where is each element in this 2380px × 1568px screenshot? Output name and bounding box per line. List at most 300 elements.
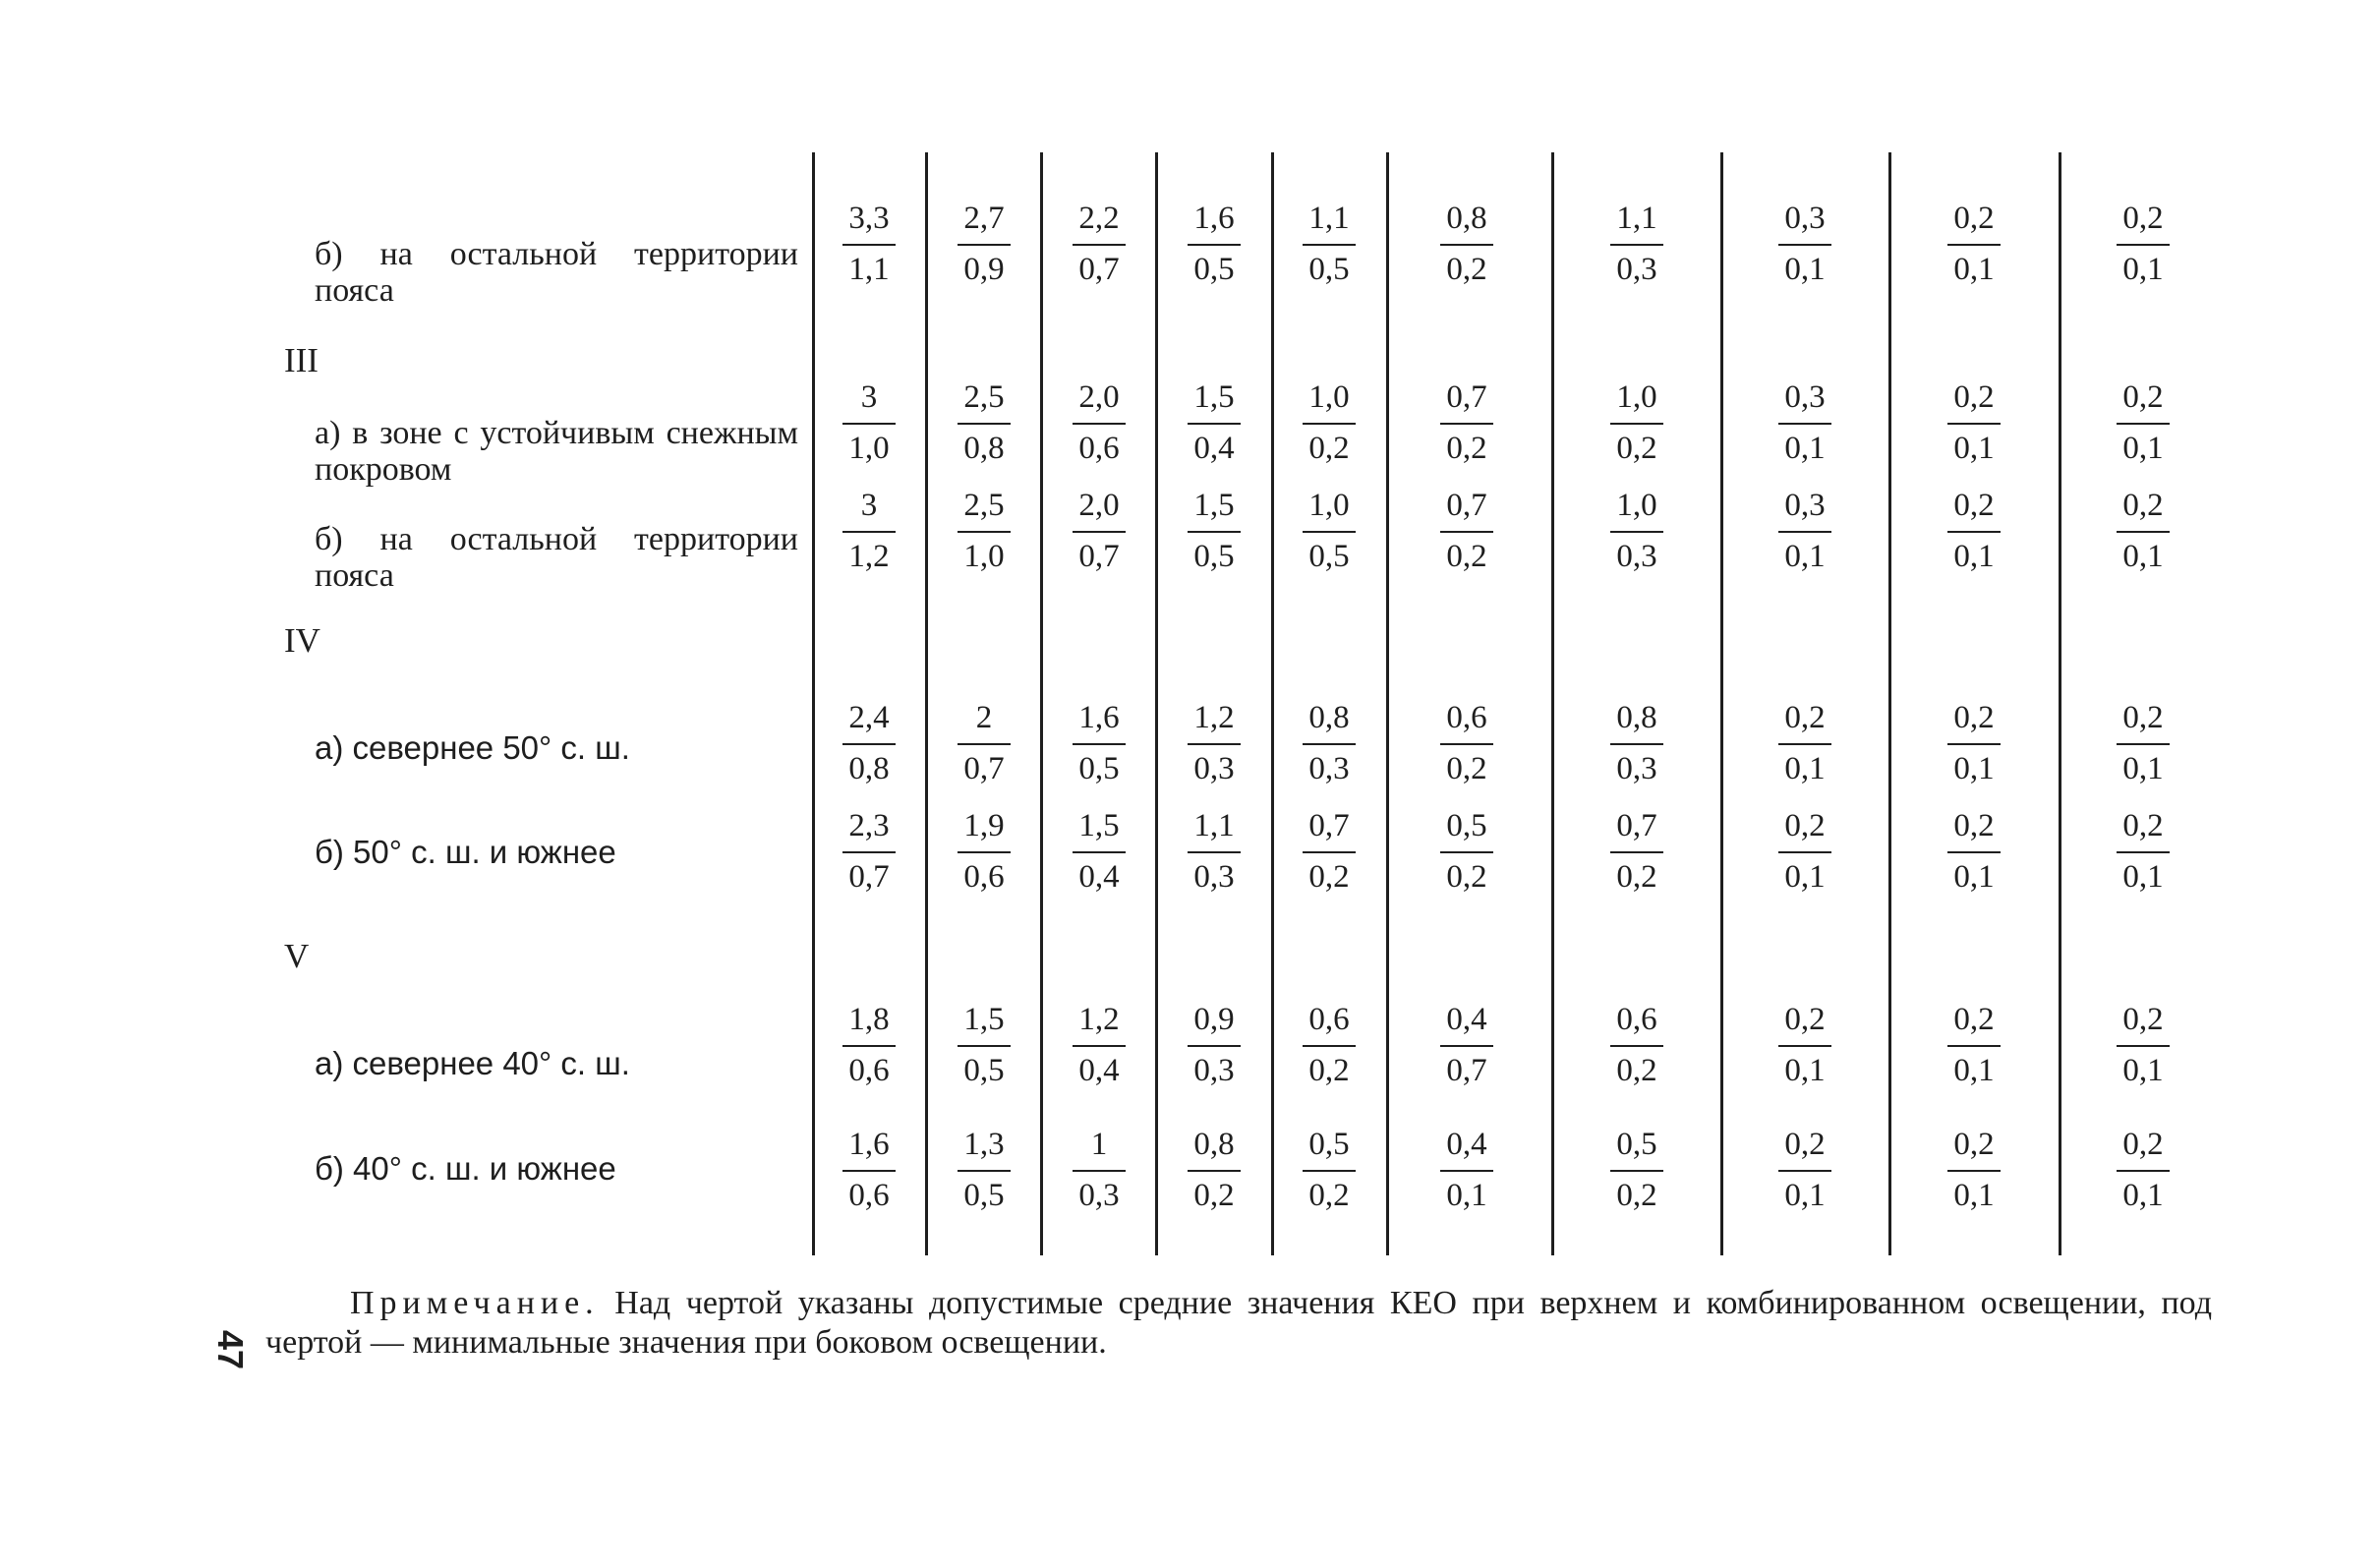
keo-minimum-value: 0,1 bbox=[2122, 859, 2164, 895]
fraction-bar bbox=[1303, 1170, 1356, 1172]
keo-minimum-value: 0,5 bbox=[1193, 539, 1235, 574]
keo-value-fraction bbox=[831, 200, 907, 288]
keo-average-value: 0,2 bbox=[2122, 1127, 2164, 1162]
keo-value-fraction bbox=[1936, 378, 2012, 467]
fraction-bar bbox=[1610, 1170, 1663, 1172]
fraction-bar bbox=[1303, 531, 1356, 533]
keo-minimum-value: 0,1 bbox=[1784, 252, 1826, 287]
fraction-bar bbox=[1778, 531, 1831, 533]
keo-value-fraction bbox=[2105, 699, 2181, 787]
keo-average-value: 1,8 bbox=[848, 1002, 890, 1037]
keo-minimum-value: 0,3 bbox=[1616, 252, 1657, 287]
keo-minimum-value: 0,1 bbox=[1784, 751, 1826, 786]
fraction-bar bbox=[2117, 851, 2170, 853]
keo-average-value: 0,2 bbox=[2122, 201, 2164, 236]
keo-minimum-value: 0,5 bbox=[1308, 539, 1350, 574]
fraction-bar bbox=[2117, 743, 2170, 745]
keo-value-fraction bbox=[2105, 487, 2181, 575]
keo-average-value: 0,2 bbox=[1953, 1127, 1995, 1162]
keo-minimum-value: 0,3 bbox=[1193, 859, 1235, 895]
keo-average-value: 1,1 bbox=[1193, 808, 1235, 843]
keo-value-fraction bbox=[946, 487, 1022, 575]
keo-average-value: 3 bbox=[860, 488, 878, 523]
fraction-bar bbox=[1947, 423, 2001, 425]
keo-minimum-value: 0,2 bbox=[1308, 1053, 1350, 1088]
fraction-bar bbox=[1073, 244, 1126, 246]
keo-average-value: 0,5 bbox=[1308, 1127, 1350, 1162]
row-label: а) в зоне с устойчивым снежным покровом bbox=[315, 415, 798, 488]
keo-minimum-value: 1,1 bbox=[848, 252, 890, 287]
keo-value-fraction bbox=[1291, 200, 1367, 288]
fraction-bar bbox=[1440, 851, 1493, 853]
keo-average-value: 0,7 bbox=[1616, 808, 1657, 843]
table-column-rule bbox=[1888, 152, 1891, 1255]
fraction-bar bbox=[1778, 1045, 1831, 1047]
fraction-bar bbox=[1778, 1170, 1831, 1172]
keo-average-value: 0,7 bbox=[1308, 808, 1350, 843]
keo-average-value: 1,0 bbox=[1308, 488, 1350, 523]
keo-average-value: 0,8 bbox=[1308, 700, 1350, 735]
fraction-bar bbox=[1778, 423, 1831, 425]
keo-minimum-value: 0,2 bbox=[1446, 859, 1487, 895]
keo-average-value: 0,8 bbox=[1616, 700, 1657, 735]
keo-average-value: 3 bbox=[860, 379, 878, 415]
fraction-bar bbox=[1073, 743, 1126, 745]
keo-value-fraction bbox=[831, 487, 907, 575]
fraction-bar bbox=[842, 743, 896, 745]
fraction-bar bbox=[1440, 1170, 1493, 1172]
note-paragraph bbox=[265, 1284, 2212, 1363]
fraction-bar bbox=[1947, 1045, 2001, 1047]
keo-value-fraction bbox=[1176, 699, 1252, 787]
keo-value-fraction bbox=[1176, 378, 1252, 467]
keo-average-value: 2,0 bbox=[1078, 488, 1120, 523]
fraction-bar bbox=[1188, 743, 1241, 745]
keo-average-value: 1,2 bbox=[1193, 700, 1235, 735]
zone-heading: III bbox=[284, 341, 319, 379]
keo-value-fraction bbox=[1428, 200, 1505, 288]
fraction-bar bbox=[1947, 743, 2001, 745]
keo-minimum-value: 0,1 bbox=[1784, 539, 1826, 574]
keo-minimum-value: 0,3 bbox=[1193, 1053, 1235, 1088]
keo-average-value: 2,0 bbox=[1078, 379, 1120, 415]
keo-average-value: 0,2 bbox=[1784, 1127, 1826, 1162]
keo-average-value: 0,2 bbox=[1953, 808, 1995, 843]
keo-minimum-value: 0,1 bbox=[1784, 1178, 1826, 1213]
keo-average-value: 1,6 bbox=[848, 1127, 890, 1162]
keo-minimum-value: 0,2 bbox=[1193, 1178, 1235, 1213]
keo-value-fraction bbox=[831, 378, 907, 467]
keo-average-value: 0,2 bbox=[1953, 488, 1995, 523]
keo-average-value: 1,1 bbox=[1308, 201, 1350, 236]
fraction-bar bbox=[1947, 244, 2001, 246]
fraction-bar bbox=[842, 1170, 896, 1172]
fraction-bar bbox=[2117, 1170, 2170, 1172]
fraction-bar bbox=[1947, 1170, 2001, 1172]
keo-value-fraction bbox=[1061, 699, 1137, 787]
fraction-bar bbox=[1073, 1045, 1126, 1047]
fraction-bar bbox=[958, 851, 1011, 853]
keo-value-fraction bbox=[831, 807, 907, 896]
keo-minimum-value: 0,2 bbox=[1616, 1053, 1657, 1088]
keo-value-fraction bbox=[1767, 699, 1843, 787]
fraction-bar bbox=[842, 1045, 896, 1047]
keo-minimum-value: 0,4 bbox=[1078, 1053, 1120, 1088]
keo-value-fraction bbox=[1598, 1001, 1675, 1089]
keo-minimum-value: 0,7 bbox=[848, 859, 890, 895]
fraction-bar bbox=[1303, 244, 1356, 246]
keo-average-value: 2,7 bbox=[963, 201, 1005, 236]
keo-average-value: 0,8 bbox=[1193, 1127, 1235, 1162]
fraction-bar bbox=[958, 244, 1011, 246]
keo-value-fraction bbox=[1767, 1001, 1843, 1089]
keo-minimum-value: 0,2 bbox=[1616, 859, 1657, 895]
table-column-rule bbox=[1386, 152, 1389, 1255]
keo-minimum-value: 0,1 bbox=[1784, 859, 1826, 895]
fraction-bar bbox=[1440, 244, 1493, 246]
keo-minimum-value: 0,1 bbox=[2122, 431, 2164, 466]
keo-value-fraction bbox=[946, 807, 1022, 896]
keo-value-fraction bbox=[1176, 1001, 1252, 1089]
keo-value-fraction bbox=[1428, 807, 1505, 896]
keo-minimum-value: 0,3 bbox=[1616, 539, 1657, 574]
keo-value-fraction bbox=[1428, 1126, 1505, 1214]
keo-average-value: 0,3 bbox=[1784, 379, 1826, 415]
keo-average-value: 1,3 bbox=[963, 1127, 1005, 1162]
fraction-bar bbox=[1303, 423, 1356, 425]
fraction-bar bbox=[1073, 851, 1126, 853]
keo-minimum-value: 0,2 bbox=[1446, 539, 1487, 574]
keo-minimum-value: 0,2 bbox=[1616, 1178, 1657, 1213]
keo-minimum-value: 0,7 bbox=[1078, 252, 1120, 287]
keo-value-fraction bbox=[1061, 1126, 1137, 1214]
keo-average-value: 1,5 bbox=[1078, 808, 1120, 843]
keo-average-value: 0,2 bbox=[2122, 1002, 2164, 1037]
keo-minimum-value: 0,1 bbox=[2122, 252, 2164, 287]
keo-minimum-value: 0,1 bbox=[1953, 751, 1995, 786]
keo-value-fraction bbox=[1428, 487, 1505, 575]
keo-average-value: 2,2 bbox=[1078, 201, 1120, 236]
keo-average-value: 2,5 bbox=[963, 488, 1005, 523]
keo-value-fraction bbox=[1767, 807, 1843, 896]
fraction-bar bbox=[958, 531, 1011, 533]
keo-value-fraction bbox=[1598, 487, 1675, 575]
fraction-bar bbox=[958, 423, 1011, 425]
fraction-bar bbox=[1778, 743, 1831, 745]
keo-value-fraction bbox=[1598, 378, 1675, 467]
fraction-bar bbox=[1073, 1170, 1126, 1172]
keo-minimum-value: 0,1 bbox=[1953, 1053, 1995, 1088]
keo-value-fraction bbox=[2105, 378, 2181, 467]
keo-average-value: 0,2 bbox=[2122, 808, 2164, 843]
keo-value-fraction bbox=[946, 699, 1022, 787]
keo-value-fraction bbox=[1936, 699, 2012, 787]
fraction-bar bbox=[1610, 531, 1663, 533]
fraction-bar bbox=[1778, 244, 1831, 246]
keo-value-fraction bbox=[1176, 1126, 1252, 1214]
keo-value-fraction bbox=[2105, 200, 2181, 288]
keo-average-value: 1,0 bbox=[1308, 379, 1350, 415]
keo-average-value: 1,0 bbox=[1616, 379, 1657, 415]
keo-average-value: 1,9 bbox=[963, 808, 1005, 843]
fraction-bar bbox=[1610, 244, 1663, 246]
keo-value-fraction bbox=[831, 1126, 907, 1214]
table-column-rule bbox=[1040, 152, 1043, 1255]
fraction-bar bbox=[1440, 743, 1493, 745]
keo-value-fraction bbox=[2105, 1001, 2181, 1089]
keo-average-value: 0,4 bbox=[1446, 1127, 1487, 1162]
keo-minimum-value: 0,8 bbox=[963, 431, 1005, 466]
keo-minimum-value: 0,1 bbox=[2122, 1053, 2164, 1088]
keo-value-fraction bbox=[831, 699, 907, 787]
fraction-bar bbox=[1947, 851, 2001, 853]
keo-minimum-value: 0,3 bbox=[1078, 1178, 1120, 1213]
fraction-bar bbox=[842, 531, 896, 533]
table-column-rule bbox=[1720, 152, 1723, 1255]
keo-average-value: 1,0 bbox=[1616, 488, 1657, 523]
keo-value-fraction bbox=[1598, 807, 1675, 896]
note-text: Над чертой указаны допустимые средние значения КЕО при верхнем и комбинированном освещении, под чертой — минимальные значения при боковом освещении. bbox=[265, 1285, 2213, 1361]
zone-heading: V bbox=[284, 937, 310, 975]
keo-average-value: 0,2 bbox=[2122, 488, 2164, 523]
keo-value-fraction bbox=[1428, 378, 1505, 467]
fraction-bar bbox=[1440, 1045, 1493, 1047]
fraction-bar bbox=[1073, 531, 1126, 533]
fraction-bar bbox=[1610, 851, 1663, 853]
keo-value-fraction bbox=[2105, 1126, 2181, 1214]
keo-average-value: 1,5 bbox=[963, 1002, 1005, 1037]
keo-minimum-value: 0,5 bbox=[963, 1053, 1005, 1088]
keo-value-fraction bbox=[1061, 378, 1137, 467]
keo-average-value: 0,9 bbox=[1193, 1002, 1235, 1037]
zone-heading: IV bbox=[284, 621, 320, 660]
keo-minimum-value: 0,5 bbox=[1308, 252, 1350, 287]
keo-minimum-value: 0,1 bbox=[2122, 539, 2164, 574]
table-column-rule bbox=[1271, 152, 1274, 1255]
keo-average-value: 1,5 bbox=[1193, 488, 1235, 523]
keo-average-value: 1 bbox=[1090, 1127, 1108, 1162]
fraction-bar bbox=[1610, 743, 1663, 745]
keo-minimum-value: 0,1 bbox=[1446, 1178, 1487, 1213]
keo-minimum-value: 0,1 bbox=[1953, 431, 1995, 466]
keo-minimum-value: 0,9 bbox=[963, 252, 1005, 287]
keo-average-value: 0,2 bbox=[1784, 700, 1826, 735]
fraction-bar bbox=[842, 423, 896, 425]
keo-average-value: 0,6 bbox=[1308, 1002, 1350, 1037]
keo-average-value: 1,5 bbox=[1193, 379, 1235, 415]
keo-minimum-value: 0,5 bbox=[1078, 751, 1120, 786]
fraction-bar bbox=[2117, 244, 2170, 246]
keo-minimum-value: 0,8 bbox=[848, 751, 890, 786]
keo-average-value: 0,2 bbox=[1953, 201, 1995, 236]
keo-value-fraction bbox=[1767, 1126, 1843, 1214]
fraction-bar bbox=[2117, 531, 2170, 533]
keo-value-fraction bbox=[946, 1126, 1022, 1214]
row-label: а) севернее 50° с. ш. bbox=[315, 729, 630, 766]
keo-average-value: 0,6 bbox=[1616, 1002, 1657, 1037]
keo-average-value: 0,2 bbox=[2122, 700, 2164, 735]
fraction-bar bbox=[958, 1045, 1011, 1047]
keo-minimum-value: 0,6 bbox=[1078, 431, 1120, 466]
keo-value-fraction bbox=[2105, 807, 2181, 896]
keo-minimum-value: 0,2 bbox=[1308, 859, 1350, 895]
keo-minimum-value: 0,6 bbox=[963, 859, 1005, 895]
keo-value-fraction bbox=[1936, 1001, 2012, 1089]
keo-value-fraction bbox=[1936, 1126, 2012, 1214]
keo-value-fraction bbox=[946, 200, 1022, 288]
keo-value-fraction bbox=[1291, 807, 1367, 896]
page-number: 47 bbox=[210, 1329, 252, 1370]
keo-minimum-value: 0,5 bbox=[1193, 252, 1235, 287]
fraction-bar bbox=[1440, 423, 1493, 425]
keo-average-value: 2 bbox=[975, 700, 993, 735]
keo-average-value: 0,8 bbox=[1446, 201, 1487, 236]
fraction-bar bbox=[1188, 244, 1241, 246]
keo-minimum-value: 0,1 bbox=[2122, 1178, 2164, 1213]
keo-average-value: 0,7 bbox=[1446, 488, 1487, 523]
keo-value-fraction bbox=[1176, 200, 1252, 288]
keo-value-fraction bbox=[1767, 487, 1843, 575]
keo-value-fraction bbox=[1428, 1001, 1505, 1089]
table-column-rule bbox=[925, 152, 928, 1255]
keo-average-value: 1,2 bbox=[1078, 1002, 1120, 1037]
row-label: б) на остальной территории пояса bbox=[315, 521, 798, 594]
keo-average-value: 0,6 bbox=[1446, 700, 1487, 735]
keo-average-value: 0,2 bbox=[1953, 1002, 1995, 1037]
row-label: б) на остальной территории пояса bbox=[315, 236, 798, 309]
fraction-bar bbox=[1303, 1045, 1356, 1047]
keo-value-fraction bbox=[1767, 200, 1843, 288]
keo-value-fraction bbox=[1598, 200, 1675, 288]
keo-value-fraction bbox=[1428, 699, 1505, 787]
keo-average-value: 1,6 bbox=[1193, 201, 1235, 236]
keo-minimum-value: 0,2 bbox=[1616, 431, 1657, 466]
fraction-bar bbox=[1188, 851, 1241, 853]
fraction-bar bbox=[842, 851, 896, 853]
table-note bbox=[265, 1284, 2212, 1363]
fraction-bar bbox=[1188, 1170, 1241, 1172]
keo-value-fraction bbox=[946, 1001, 1022, 1089]
table-column-rule bbox=[1155, 152, 1158, 1255]
fraction-bar bbox=[1188, 531, 1241, 533]
fraction-bar bbox=[1440, 531, 1493, 533]
keo-average-value: 0,3 bbox=[1784, 488, 1826, 523]
keo-value-fraction bbox=[1061, 487, 1137, 575]
keo-minimum-value: 0,2 bbox=[1446, 252, 1487, 287]
fraction-bar bbox=[1947, 531, 2001, 533]
keo-average-value: 2,5 bbox=[963, 379, 1005, 415]
keo-value-fraction bbox=[831, 1001, 907, 1089]
keo-minimum-value: 0,1 bbox=[1953, 859, 1995, 895]
keo-minimum-value: 0,3 bbox=[1193, 751, 1235, 786]
keo-minimum-value: 1,2 bbox=[848, 539, 890, 574]
table-column-rule bbox=[1551, 152, 1554, 1255]
fraction-bar bbox=[1073, 423, 1126, 425]
keo-value-fraction bbox=[1936, 200, 2012, 288]
keo-minimum-value: 0,6 bbox=[848, 1178, 890, 1213]
keo-average-value: 0,7 bbox=[1446, 379, 1487, 415]
keo-minimum-value: 0,2 bbox=[1446, 751, 1487, 786]
keo-average-value: 0,5 bbox=[1446, 808, 1487, 843]
keo-value-fraction bbox=[1291, 1126, 1367, 1214]
keo-minimum-value: 0,4 bbox=[1193, 431, 1235, 466]
keo-average-value: 0,4 bbox=[1446, 1002, 1487, 1037]
keo-minimum-value: 0,1 bbox=[1953, 1178, 1995, 1213]
keo-average-value: 2,4 bbox=[848, 700, 890, 735]
keo-average-value: 3,3 bbox=[848, 201, 890, 236]
note-heading: Примечание. bbox=[350, 1285, 600, 1321]
fraction-bar bbox=[1778, 851, 1831, 853]
table-column-rule bbox=[2059, 152, 2061, 1255]
fraction-bar bbox=[1188, 423, 1241, 425]
keo-value-fraction bbox=[1061, 1001, 1137, 1089]
keo-average-value: 0,2 bbox=[1784, 808, 1826, 843]
keo-minimum-value: 0,3 bbox=[1308, 751, 1350, 786]
fraction-bar bbox=[1610, 1045, 1663, 1047]
fraction-bar bbox=[2117, 423, 2170, 425]
keo-value-fraction bbox=[1291, 1001, 1367, 1089]
keo-minimum-value: 0,7 bbox=[1446, 1053, 1487, 1088]
keo-value-fraction bbox=[1936, 487, 2012, 575]
keo-value-fraction bbox=[1598, 699, 1675, 787]
keo-average-value: 0,2 bbox=[1784, 1002, 1826, 1037]
keo-average-value: 0,3 bbox=[1784, 201, 1826, 236]
keo-minimum-value: 0,1 bbox=[1784, 1053, 1826, 1088]
keo-value-fraction bbox=[1767, 378, 1843, 467]
keo-minimum-value: 0,5 bbox=[963, 1178, 1005, 1213]
table-column-rule bbox=[812, 152, 815, 1255]
keo-minimum-value: 0,4 bbox=[1078, 859, 1120, 895]
fraction-bar bbox=[1303, 851, 1356, 853]
keo-value-fraction bbox=[946, 378, 1022, 467]
keo-minimum-value: 0,2 bbox=[1446, 431, 1487, 466]
fraction-bar bbox=[842, 244, 896, 246]
fraction-bar bbox=[2117, 1045, 2170, 1047]
keo-value-fraction bbox=[1291, 487, 1367, 575]
fraction-bar bbox=[958, 1170, 1011, 1172]
keo-average-value: 2,3 bbox=[848, 808, 890, 843]
keo-value-fraction bbox=[1598, 1126, 1675, 1214]
keo-minimum-value: 0,2 bbox=[1308, 431, 1350, 466]
keo-average-value: 1,6 bbox=[1078, 700, 1120, 735]
keo-minimum-value: 0,1 bbox=[1953, 539, 1995, 574]
keo-value-fraction bbox=[1061, 200, 1137, 288]
keo-average-value: 0,2 bbox=[1953, 379, 1995, 415]
fraction-bar bbox=[958, 743, 1011, 745]
keo-average-value: 1,1 bbox=[1616, 201, 1657, 236]
keo-average-value: 0,5 bbox=[1616, 1127, 1657, 1162]
keo-minimum-value: 1,0 bbox=[848, 431, 890, 466]
keo-value-fraction bbox=[1061, 807, 1137, 896]
keo-value-fraction bbox=[1176, 487, 1252, 575]
keo-minimum-value: 0,7 bbox=[1078, 539, 1120, 574]
fraction-bar bbox=[1610, 423, 1663, 425]
keo-minimum-value: 0,2 bbox=[1308, 1178, 1350, 1213]
row-label: б) 40° с. ш. и южнее bbox=[315, 1150, 616, 1187]
keo-value-fraction bbox=[1176, 807, 1252, 896]
keo-minimum-value: 0,7 bbox=[963, 751, 1005, 786]
row-label: а) севернее 40° с. ш. bbox=[315, 1045, 630, 1081]
keo-value-fraction bbox=[1291, 699, 1367, 787]
keo-minimum-value: 0,1 bbox=[1784, 431, 1826, 466]
keo-minimum-value: 0,3 bbox=[1616, 751, 1657, 786]
fraction-bar bbox=[1303, 743, 1356, 745]
fraction-bar bbox=[1188, 1045, 1241, 1047]
keo-value-fraction bbox=[1291, 378, 1367, 467]
row-label: б) 50° с. ш. и южнее bbox=[315, 834, 616, 870]
keo-average-value: 0,2 bbox=[1953, 700, 1995, 735]
keo-average-value: 0,2 bbox=[2122, 379, 2164, 415]
